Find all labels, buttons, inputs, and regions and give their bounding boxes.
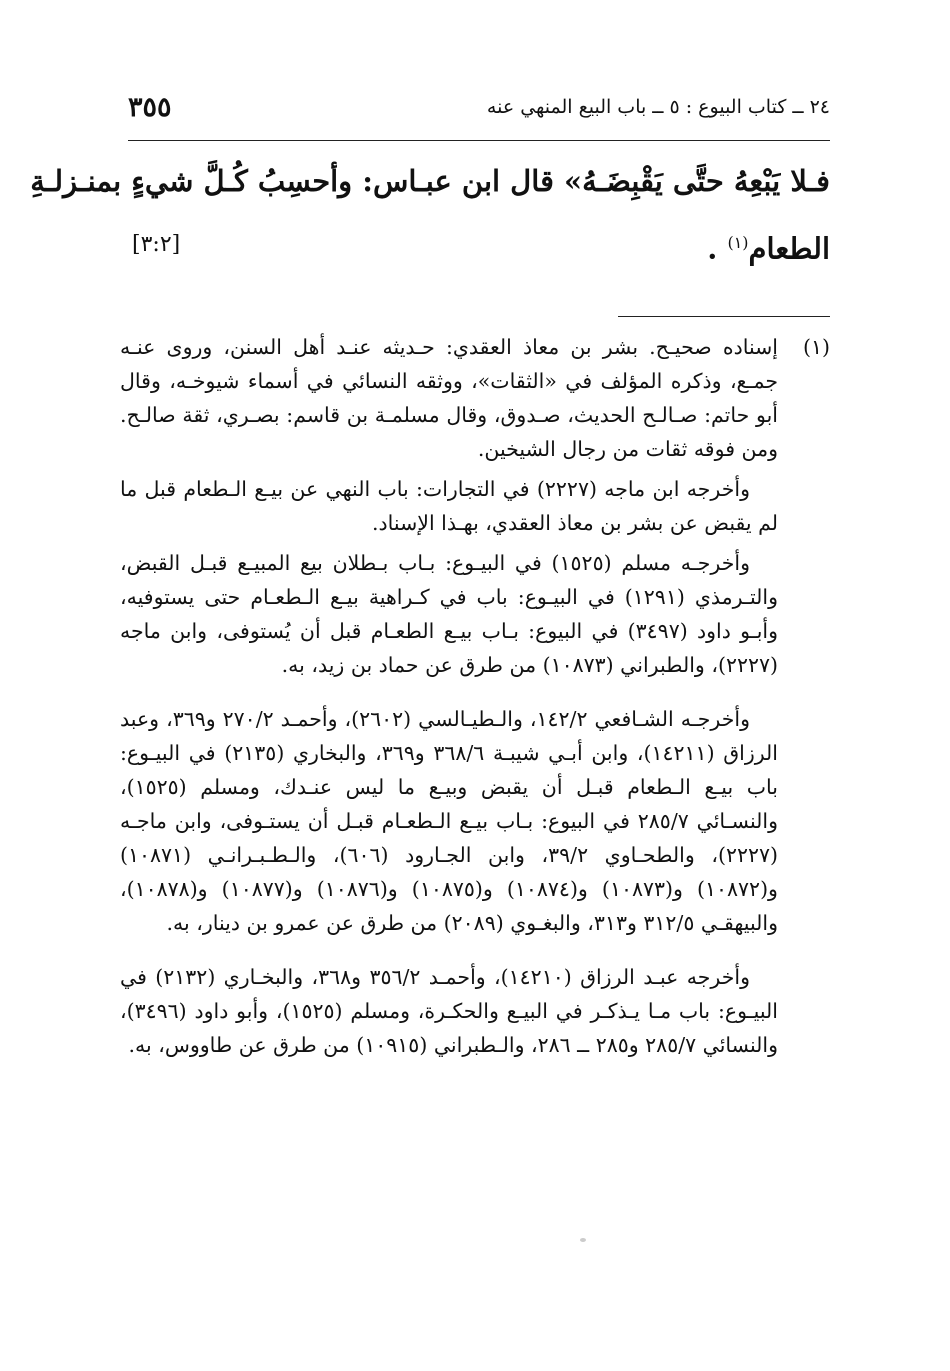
main-text [30, 150, 830, 280]
footnote-paragraph: وأخرجـه الشـافعي ١٤٢/٢، والـطيـالسي (٢٦٠٢)، وأحمـد ٢٧٠/٢ و٣٦٩، وعبد الرزاق (١٤٢١١)، وابن أبـي شيبـة ٣٦٨/٦ و٣٦٩، والبخاري (٢١٣٥) في البيـوع: باب بيـع الـطعام قبـل أن يقبض وبيـع ما ليس عنـدك، ومسلم (١٥٢٥)، والنسـائي ٢٨٥/٧ في البيوع: بـاب بيـع الـطعـام قبـل أن يستـوفى، وابن ماجـه (٢٢٢٧)، والطحـاوي ٣٩/٢، وابن الجـارود (٦٠٦)، والـطـبـرانـي (١٠٨٧١) و(١٠٨٧٢) و(١٠٨٧٣) و(١٠٨٧٤) و(١٠٨٧٥) و(١٠٨٧٦) و(١٠٨٧٧) و(١٠٨٧٨)، والبيهقـي ٣١٢/٥ و٣١٣، والبغـوي (٢٠٨٩) من طرق عن عمرو بن دينار، به. [120, 707, 778, 935]
main-text-line-2 [120, 212, 830, 280]
footnote-reference: (١) [727, 233, 749, 252]
footnotes [120, 330, 830, 1068]
page-header [128, 92, 830, 136]
footnote-divider [618, 316, 830, 317]
main-text-line-1: فـلا يَبْعِهُ حتَّى يَقْبِضَـهُ» قال ابن عبـاس: وأحسِبُ كُـلَّ شيءٍ بمنـزلـةِ [30, 164, 830, 198]
footnote-paragraph: إسناده صحيـح. بشر بن معاذ العقدي: حـديثه عنـد أهل السنن، وروى عنـه جمـع، وذكره المؤلف في «الثقات»، ووثقه النسائي في أسماء شيوخـه، وقال أبو حاتم: صـالـح الحديث، صـدوق، وقال مسلمـة بن قاسم: بصـري، ثقة صالـح. ومن فوقه ثقات من رجال الشيخين. [120, 335, 778, 461]
main-text-word: الطعام [748, 231, 830, 266]
header-divider [128, 140, 830, 141]
main-text-period: . [707, 231, 718, 266]
footnote-paragraph: وأخرجـه مسلم (١٥٢٥) في البيـوع: بـاب بـطلان بيع المبيـع قبـل القبض، والتـرمذي (١٢٩١) في البيـوع: باب في كـراهية بيـع الـطعـام حتى يستوفيه، وأبـو داود (٣٤٩٧) في البيوع: بـاب بيـع الطعـام قبل أن يُستوفى، وابن ماجه (٢٢٢٧)، والطبراني (١٠٨٧٣) من طرق عن حماد بن زيد، به. [120, 551, 778, 677]
footnote-paragraph: وأخرجه ابن ماجه (٢٢٢٧) في التجارات: باب النهي عن بيـع الـطعام قبل ما لم يقبض عن بشر بن معاذ العقدي، بهـذا الإسناد. [120, 477, 778, 535]
page-number: ٣٥٥ [128, 92, 172, 123]
footnote-marker: (١) [802, 335, 830, 359]
hadith-reference-tag: [٣:٢] [132, 232, 181, 257]
footnote-paragraph: وأخرجه عبـد الرزاق (١٤٢١٠)، وأحمـد ٣٥٦/٢ و٣٦٨، والبخـاري (٢١٣٢) في البيـوع: باب مـا يـذكـر في البيـع والحكـرة، ومسلم (١٥٢٥)، وأبو داود (٣٤٩٦)، والنسائي ٢٨٥/٧ و٢٨٥ ــ ٢٨٦، والـطبراني (١٠٩١٥) من طرق عن طاووس، به. [120, 965, 778, 1057]
running-title: ٢٤ ــ كتاب البيوع : ٥ ــ باب البيع المنهي عنه [486, 96, 830, 118]
footnote-body [120, 330, 778, 1062]
scan-speck [580, 1238, 586, 1242]
